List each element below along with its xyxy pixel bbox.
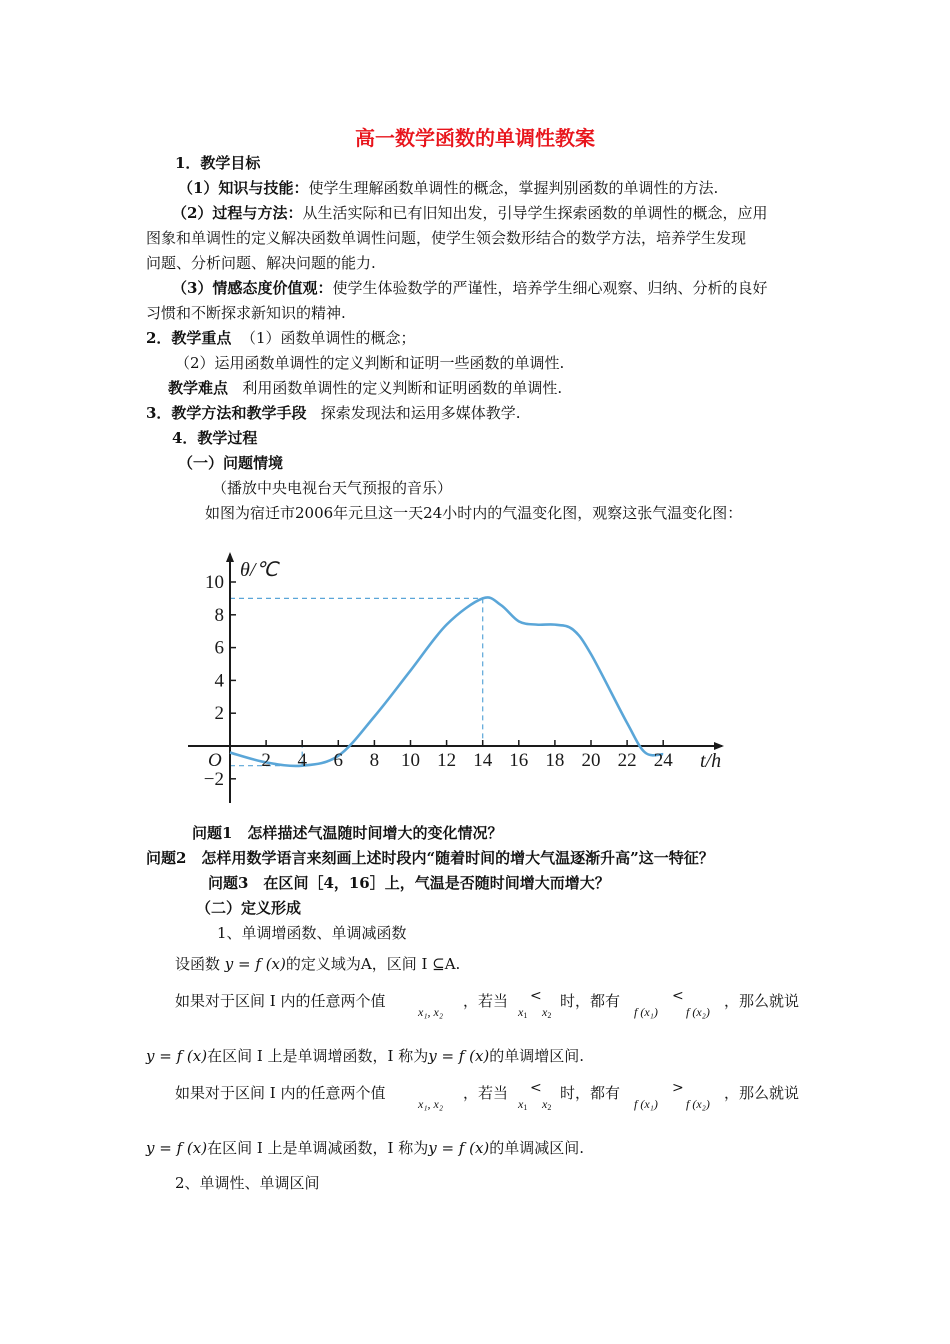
x-axis-label: t/h xyxy=(700,750,722,772)
definition-1-title: 1、单调增函数、单调减函数 xyxy=(217,924,407,942)
heading-problem-situation: （一）问题情境 xyxy=(178,454,284,472)
function-expr: y = f (x) xyxy=(224,955,286,973)
x-tick-label-16: 16 xyxy=(509,750,529,771)
setup-text-b: 的定义域为A，区间 I ⊆A. xyxy=(285,955,461,973)
definition-2-title: 2、单调性、单调区间 xyxy=(175,1174,320,1192)
goal-process-text-2: 图象和单调性的定义解决函数单调性问题，使学生领会数形结合的数学方法，培养学生发现 xyxy=(146,229,747,247)
heading-key-points: 2．教学重点 xyxy=(146,329,232,347)
method-text: 探索发现法和运用多媒体教学. xyxy=(320,404,521,422)
y-axis-label: θ/℃ xyxy=(240,559,278,581)
x-tick-label-8: 8 xyxy=(369,750,380,771)
page-title: 高一数学函数的单调性教案 xyxy=(355,126,595,150)
temperature-chart xyxy=(188,548,748,810)
x-tick-label-24: 24 xyxy=(653,750,673,771)
key-point-2: （2）运用函数单调性的定义判断和证明一些函数的单调性. xyxy=(175,354,565,372)
difficulty xyxy=(168,378,562,398)
inc-x2: x2 xyxy=(542,1005,552,1020)
dec-x12: x₁, x₂ xyxy=(418,1097,443,1111)
goal-emotion xyxy=(172,278,767,298)
dec-conclusion xyxy=(146,1138,584,1158)
origin-label: O xyxy=(208,750,222,771)
inc-conclusion xyxy=(146,1046,584,1066)
heading-process: 4．教学过程 xyxy=(172,429,258,447)
goal-knowledge-text: 使学生理解函数单调性的概念，掌握判别函数的单调性的方法. xyxy=(308,179,719,197)
music-note: （播放中央电视台天气预报的音乐） xyxy=(212,479,453,497)
setup-text-a: 设函数 xyxy=(175,955,221,973)
question-2: 问题2 怎样用数学语言来刻画上述时段内“随着时间的增大气温逐渐升高”这一特征？ xyxy=(146,849,714,867)
inc-less-than-f: < xyxy=(672,988,684,1004)
goal-emotion-text-1: 使学生体验数学的严谨性，培养学生细心观察、归纳、分析的良好 xyxy=(332,279,768,297)
y-tick-label-0: 10 xyxy=(205,572,224,593)
difficulty-text: 利用函数单调性的定义判断和证明函数的单调性. xyxy=(242,379,563,397)
y-tick-label-1: 8 xyxy=(214,604,224,626)
goal-process xyxy=(172,203,767,223)
dec-fx-1: y = f (x) xyxy=(146,1139,208,1157)
goal-process-label: （2）过程与方法： xyxy=(172,204,303,222)
goal-process-text-3: 问题、分析问题、解决问题的能力. xyxy=(146,254,376,272)
dec-condition-c: 时，都有 xyxy=(560,1084,621,1102)
inc-f2: f (x₂) xyxy=(686,1005,710,1019)
difficulty-label: 教学难点 xyxy=(168,379,229,397)
key-points xyxy=(146,328,416,348)
inc-condition-d: ，那么就说 xyxy=(724,992,800,1010)
dec-conclusion-a: 在区间 I 上是单调减函数，I 称为 xyxy=(207,1139,429,1157)
x-tick-label-22: 22 xyxy=(617,750,637,771)
method xyxy=(146,403,521,423)
inc-x12: x₁, x₂ xyxy=(418,1005,443,1019)
key-point-1: （1）函数单调性的概念； xyxy=(241,329,416,347)
dec-conclusion-b: 的单调减区间. xyxy=(489,1139,585,1157)
question-1: 问题1 怎样描述气温随时间增大的变化情况？ xyxy=(192,824,503,842)
chart-intro: 如图为宿迁市2006年元旦这一天24小时内的气温变化图，观察这张气温变化图： xyxy=(205,504,743,522)
x-tick-label-18: 18 xyxy=(545,750,565,771)
dec-f1: f (x₁) xyxy=(634,1097,658,1111)
dec-condition-a: 如果对于区间 I 内的任意两个值 xyxy=(175,1084,386,1102)
inc-fx-1: y = f (x) xyxy=(146,1047,208,1065)
x-tick-label-6: 6 xyxy=(333,750,344,771)
inc-fx-2: y = f (x) xyxy=(428,1047,490,1065)
goal-process-text-1: 从生活实际和已有旧知出发，引导学生探索函数的单调性的概念，应用 xyxy=(302,204,768,222)
question-3: 问题3 在区间［4，16］上，气温是否随时间增大而增大？ xyxy=(208,874,610,892)
inc-condition-a: 如果对于区间 I 内的任意两个值 xyxy=(175,992,386,1010)
x-tick-label-2: 2 xyxy=(261,750,271,771)
y-tick-label-5: −2 xyxy=(203,768,224,790)
definition-setup xyxy=(175,954,460,974)
inc-condition-c: 时，都有 xyxy=(560,992,621,1010)
goal-emotion-text-2: 习惯和不断探求新知识的精神. xyxy=(146,304,346,322)
inc-conclusion-a: 在区间 I 上是单调增函数，I 称为 xyxy=(207,1047,429,1065)
heading-method: 3．教学方法和教学手段 xyxy=(146,404,307,422)
y-tick-label-2: 6 xyxy=(214,637,224,659)
x-tick-label-10: 10 xyxy=(401,750,420,771)
dec-f2: f (x₂) xyxy=(686,1097,710,1111)
dec-condition-b: ，若当 xyxy=(463,1084,509,1102)
y-tick-label-3: 4 xyxy=(214,670,224,692)
goal-knowledge-label: （1）知识与技能： xyxy=(178,179,309,197)
x-tick-label-4: 4 xyxy=(297,750,307,771)
goal-knowledge xyxy=(178,178,718,198)
dec-less-than-x: < xyxy=(530,1080,542,1096)
inc-less-than-x: < xyxy=(530,988,542,1004)
heading-teaching-goals: 1．教学目标 xyxy=(175,154,261,172)
x-tick-label-20: 20 xyxy=(581,750,601,771)
x-tick-label-14: 14 xyxy=(473,750,493,771)
dec-fx-2: y = f (x) xyxy=(428,1139,490,1157)
inc-conclusion-b: 的单调增区间. xyxy=(489,1047,585,1065)
x-tick-label-12: 12 xyxy=(437,750,457,771)
dec-greater-than-f: > xyxy=(672,1080,684,1096)
inc-f1: f (x₁) xyxy=(634,1005,658,1019)
dec-x1: x1 xyxy=(518,1097,528,1112)
heading-definition: （二）定义形成 xyxy=(196,899,302,917)
dec-x2: x2 xyxy=(542,1097,552,1112)
goal-emotion-label: （3）情感态度价值观： xyxy=(172,279,333,297)
inc-x1: x1 xyxy=(518,1005,528,1020)
dec-condition-d: ，那么就说 xyxy=(724,1084,800,1102)
y-tick-label-4: 2 xyxy=(214,703,224,725)
inc-condition-b: ，若当 xyxy=(463,992,509,1010)
